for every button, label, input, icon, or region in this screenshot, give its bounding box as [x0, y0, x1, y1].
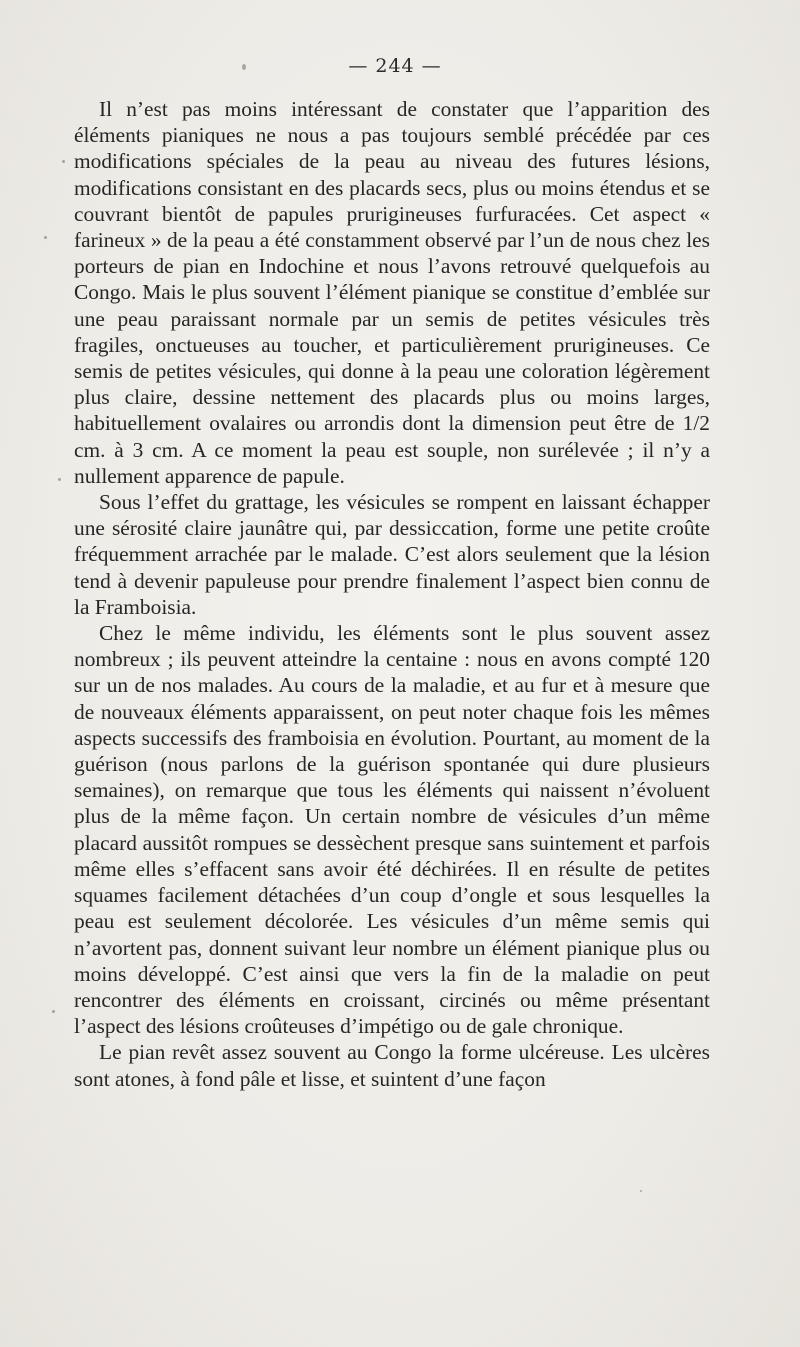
body-text [74, 96, 710, 1092]
paragraph: Le pian revêt assez souvent au Congo la forme ulcéreuse. Les ulcères sont atones, à fond pâle et lisse, et suintent d’une façon [74, 1040, 710, 1091]
paragraph: Sous l’effet du grattage, les vésicules se rompent en laissant échapper une sérosité claire jaunâtre qui, par dessiccation, forme une petite croûte fréquemment arrachée par le malade. C’est alors seulement que la lésion tend à devenir papuleuse pour prendre finalement l’aspect bien connu de la Framboisia. [74, 490, 710, 619]
paper-speck [44, 236, 47, 239]
paper-speck [58, 478, 61, 481]
paper-speck [52, 1010, 55, 1013]
paper-speck [62, 160, 65, 163]
page-number: — 244 — [348, 55, 442, 77]
paragraph: Chez le même individu, les éléments sont le plus souvent assez nombreux ; ils peuvent atteindre la centaine : nous en avons compté 120 sur un de nos malades. Au cours de la maladie, et au fur et à mesure que de nouveaux éléments apparaissent, on peut noter chaque fois les mêmes aspects successifs des framboisia en évolution. Pourtant, au moment de la guérison (nous parlons de la guérison spontanée qui dure plusieurs semaines), on remarque que tous les éléments qui naissent n’évoluent plus de la même façon. Un certain nombre de vésicules d’un même placard aussitôt rompues se dessèchent presque sans suintement et parfois même elles s’effacent sans avoir été déchirées. Il en résulte de petites squames facilement détachées d’un coup d’ongle et sous lesquelles la peau est seulement décolorée. Les vésicules d’un même semis qui n’avortent pas, donnent suivant leur nombre un élément pianique plus ou moins développé. C’est ainsi que vers la fin de la maladie on peut rencontrer des éléments en croissant, circinés ou même présentant l’aspect des lésions croûteuses d’impétigo ou de gale chronique. [74, 621, 710, 1039]
paragraph: Il n’est pas moins intéressant de constater que l’apparition des éléments pianiques ne nous a pas toujours semblé précédée par ces modifications spéciales de la peau au niveau des futures lésions, modifications consistant en des placards secs, plus ou moins étendus et se couvrant bientôt de papules prurigineuses furfuracées. Cet aspect « farineux » de la peau a été constamment observé par l’un de nous chez les porteurs de pian en Indochine et nous l’avons retrouvé quelquefois au Congo. Mais le plus souvent l’élément pianique se constitue d’emblée sur une peau paraissant normale par un semis de petites vésicules très fragiles, onctueuses au toucher, et particulièrement prurigineuses. Ce semis de petites vésicules, qui donne à la peau une coloration légèrement plus claire, dessine nettement des placards plus ou moins larges, habituellement ovalaires ou arrondis dont la dimension peut être de 1/2 cm. à 3 cm. A ce moment la peau est souple, non surélevée ; il n’y a nullement apparence de papule. [74, 97, 710, 488]
paper-speck [640, 1190, 642, 1192]
